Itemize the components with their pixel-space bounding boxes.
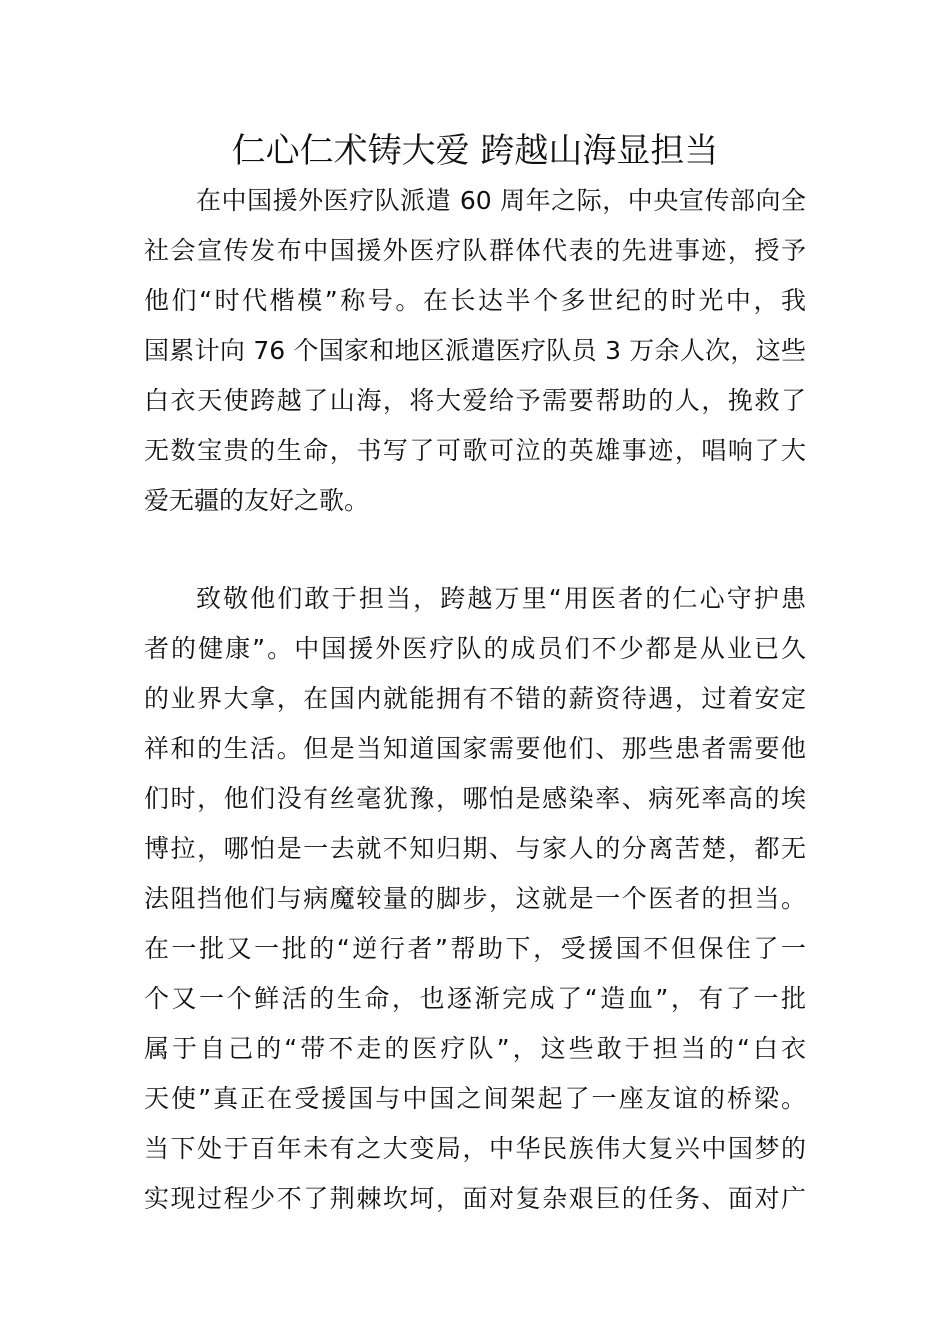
paragraph-2-line	[0, 1124, 950, 1174]
paragraph-2-line-11: 天使”真正在受援国与中国之间架起了一座友谊的桥梁。	[144, 1084, 806, 1113]
paragraph-2-line	[0, 774, 950, 824]
paragraph-2-line	[0, 624, 950, 674]
paragraph-2-line	[0, 674, 950, 724]
paragraph-2-line-3: 的业界大拿，在国内就能拥有不错的薪资待遇，过着安定	[144, 684, 806, 713]
document-title: 仁心仁术铸大爱 跨越山海显担当	[231, 131, 719, 171]
paragraph-2-line-2: 者的健康”。中国援外医疗队的成员们不少都是从业已久	[144, 634, 806, 663]
paragraph-2-line-13: 实现过程少不了荆棘坎坷，面对复杂艰巨的任务、面对广	[144, 1184, 806, 1213]
paragraph-2-line	[0, 574, 950, 624]
paragraph-2-line	[0, 924, 950, 974]
paragraph-1-line	[0, 326, 950, 376]
paragraph-2-line	[0, 1174, 950, 1224]
paragraph-1-line-4: 国累计向 76 个国家和地区派遣医疗队员 3 万余人次，这些	[144, 336, 806, 365]
paragraph-2-line	[0, 974, 950, 1024]
paragraph-2-line-7: 法阻挡他们与病魔较量的脚步，这就是一个医者的担当。	[144, 884, 806, 913]
paragraph-2-line	[0, 874, 950, 924]
paragraph-1-line	[0, 176, 950, 226]
paragraph-2-line	[0, 1074, 950, 1124]
paragraph-1-line	[0, 276, 950, 326]
paragraph-1-line	[0, 426, 950, 476]
paragraph-1-line	[0, 226, 950, 276]
paragraph-1-line-6: 无数宝贵的生命，书写了可歌可泣的英雄事迹，唱响了大	[144, 436, 806, 465]
paragraph-2-line-5: 们时，他们没有丝毫犹豫，哪怕是感染率、病死率高的埃	[144, 784, 806, 813]
paragraph-2-line-10: 属于自己的“带不走的医疗队”，这些敢于担当的“白衣	[144, 1034, 806, 1063]
paragraph-1-line-3: 他们“时代楷模”称号。在长达半个多世纪的时光中，我	[144, 286, 806, 315]
paragraph-2-line-4: 祥和的生活。但是当知道国家需要他们、那些患者需要他	[144, 734, 806, 763]
paragraph-2-line-1: 致敬他们敢于担当，跨越万里“用医者的仁心守护患	[196, 584, 806, 613]
paragraph-2-line-6: 博拉，哪怕是一去就不知归期、与家人的分离苦楚，都无	[144, 834, 806, 863]
paragraph-2-line-9: 个又一个鲜活的生命，也逐渐完成了“造血”，有了一批	[144, 984, 806, 1013]
paragraph-1-line-2: 社会宣传发布中国援外医疗队群体代表的先进事迹，授予	[144, 236, 806, 265]
paragraph-2-line-12: 当下处于百年未有之大变局，中华民族伟大复兴中国梦的	[144, 1134, 806, 1163]
paragraph-1-line-1: 在中国援外医疗队派遣 60 周年之际，中央宣传部向全	[196, 186, 806, 215]
paragraph-2-line	[0, 724, 950, 774]
paragraph-2-line-8: 在一批又一批的“逆行者”帮助下，受援国不但保住了一	[144, 934, 806, 963]
paragraph-1-line	[0, 476, 950, 526]
paragraph-1-line	[0, 376, 950, 426]
paragraph-1-line-7: 爱无疆的友好之歌。	[144, 486, 370, 515]
paragraph-1-line-5: 白衣天使跨越了山海，将大爱给予需要帮助的人，挽救了	[144, 386, 806, 415]
paragraph-2-line	[0, 1024, 950, 1074]
paragraph-2-line	[0, 824, 950, 874]
